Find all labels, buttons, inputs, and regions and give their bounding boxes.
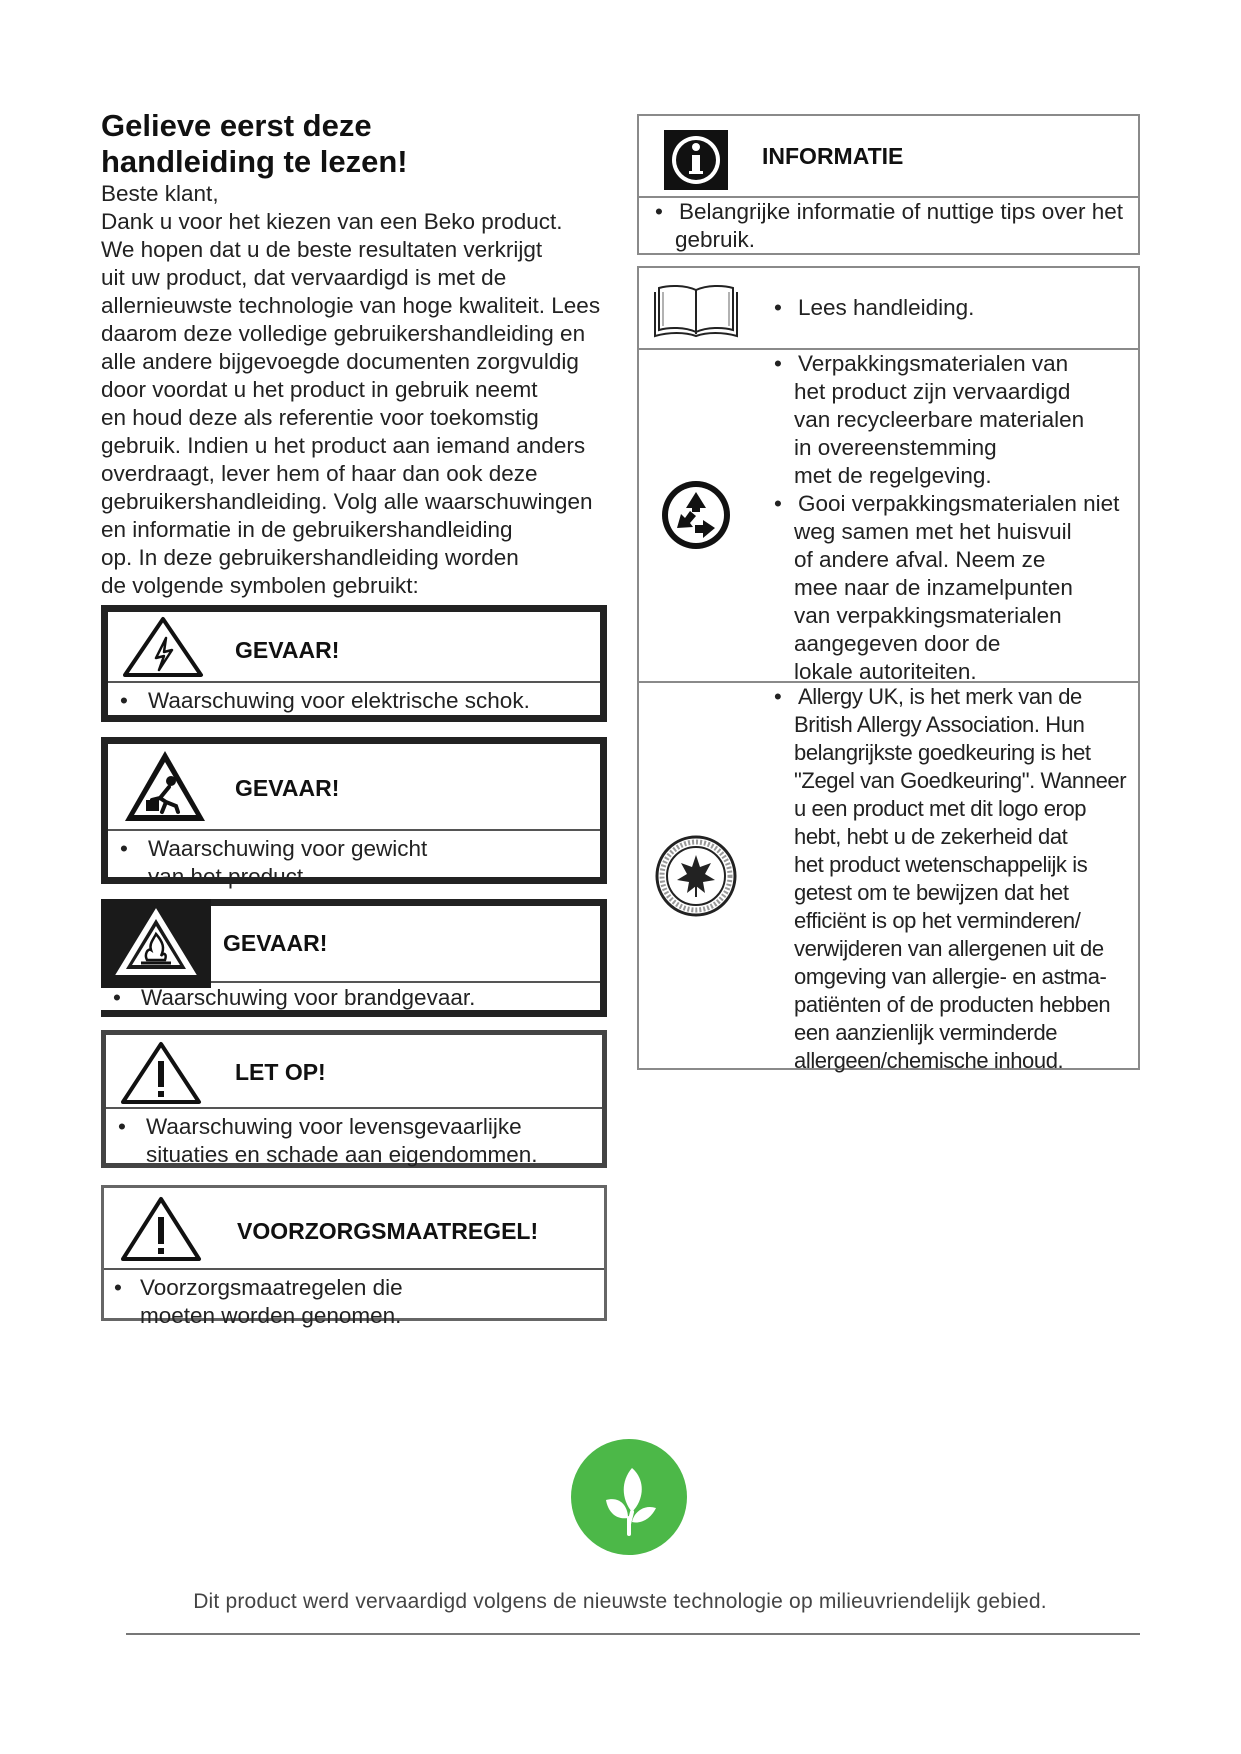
warning-box-weight <box>101 737 607 889</box>
recycling-text: met de regelgeving. <box>794 463 992 488</box>
warning-body: • Waarschuwing voor gewicht van het product <box>108 831 600 891</box>
warning-body: • Waarschuwing voor elektrische schok. <box>108 683 600 715</box>
intro-line: allernieuwste technologie van hoge kwaliteit. Lees <box>101 293 601 318</box>
exclamation-warning-icon <box>120 1041 202 1105</box>
warning-label: GEVAAR! <box>223 930 328 956</box>
intro-line: en informatie in de gebruikershandleiding <box>101 517 513 542</box>
open-book-icon <box>653 282 739 338</box>
intro-text <box>101 180 621 600</box>
intro-line: op. In deze gebruikershandleiding worden <box>101 545 519 570</box>
allergy-text: u een product met dit logo erop <box>794 796 1087 821</box>
recycling-text: van verpakkingsmaterialen <box>794 603 1062 628</box>
recycling-text: mee naar de inzamelpunten <box>794 575 1073 600</box>
warning-text: van het product <box>148 864 304 889</box>
warning-text: situaties en schade aan eigendommen. <box>146 1142 538 1167</box>
title-line-1: Gelieve eerst deze <box>101 108 372 143</box>
warning-header <box>104 1188 604 1270</box>
recycling-text: het product zijn vervaardigd <box>794 379 1071 404</box>
allergy-text: omgeving van allergie- en astma- <box>794 964 1107 989</box>
symbol-row-manual <box>639 268 1138 348</box>
list-item: • Verpakkingsmaterialen van het product zijn vervaardigd van recycleerbare materialen in overeenstemming met de regelgeving. <box>772 350 1137 490</box>
allergy-uk-seal-icon <box>655 835 737 917</box>
intro-line: daarom deze volledige gebruikershandleiding en <box>101 321 586 346</box>
warning-body: • Waarschuwing voor levensgevaarlijke situaties en schade aan eigendommen. <box>106 1109 602 1169</box>
intro-line: alle andere bijgevoegde documenten zorgvuldig <box>101 349 579 374</box>
warning-text: Voorzorgsmaatregelen die <box>140 1275 403 1300</box>
recycling-text: lokale autoriteiten. <box>794 659 977 684</box>
heavy-weight-icon <box>122 748 208 824</box>
info-box <box>637 114 1140 255</box>
warning-text: Waarschuwing voor elektrische schok. <box>148 688 530 713</box>
allergy-text: "Zegel van Goedkeuring". Wanneer <box>794 768 1127 793</box>
recycling-text: Verpakkingsmaterialen van <box>798 351 1069 376</box>
info-label: INFORMATIE <box>762 143 904 169</box>
page-title <box>101 108 621 180</box>
recycling-text: in overeenstemming <box>794 435 997 460</box>
info-body <box>639 196 1138 254</box>
warning-box-attention <box>101 1030 607 1168</box>
warning-header <box>106 1035 602 1109</box>
info-header <box>639 116 1138 196</box>
intro-line: Dank u voor het kiezen van een Beko product. <box>101 209 563 234</box>
exclamation-warning-icon <box>120 1196 202 1262</box>
list-item: • Gooi verpakkingsmaterialen niet weg samen met het huisvuil of andere afval. Neem ze mee naar de inzamelpunten van verpakkingsmaterialen aangegeven door de lokale autoriteiten. <box>772 490 1137 686</box>
warning-body: • Voorzorgsmaatregelen die moeten worden genomen. <box>104 1270 604 1330</box>
warning-text: Waarschuwing voor levensgevaarlijke <box>146 1114 522 1139</box>
warning-body: • Waarschuwing voor brandgevaar. <box>101 984 600 1012</box>
allergy-text: British Allergy Association. Hun <box>794 712 1085 737</box>
list-item: • Belangrijke informatie of nuttige tips over het gebruik. <box>653 198 1138 254</box>
warning-label: GEVAAR! <box>235 775 340 801</box>
intro-line: en houd deze als referentie voor toekomstig <box>101 405 539 430</box>
allergy-text: verwijderen van allergenen uit de <box>794 936 1104 961</box>
divider <box>211 981 600 983</box>
allergy-text: getest om te bewijzen dat het <box>794 880 1069 905</box>
warning-label: GEVAAR! <box>235 637 340 663</box>
allergy-list <box>772 683 1140 1075</box>
recycle-icon <box>659 478 733 552</box>
warning-box-electric <box>101 605 607 722</box>
leaf-eco-icon <box>570 1438 688 1556</box>
symbol-row-allergy <box>639 681 1138 1073</box>
warning-header <box>108 744 600 831</box>
intro-line: door voordat u het product in gebruik neemt <box>101 377 538 402</box>
allergy-text: belangrijkste goedkeuring is het <box>794 740 1091 765</box>
recycling-text: Gooi verpakkingsmaterialen niet <box>798 491 1120 516</box>
warning-header <box>108 612 600 683</box>
list-item: • Lees handleiding. <box>774 295 975 320</box>
recycling-text: of andere afval. Neem ze <box>794 547 1046 572</box>
electric-shock-icon <box>122 616 204 678</box>
intro-line: gebruikershandleiding. Volg alle waarschuwingen <box>101 489 593 514</box>
footer-divider <box>126 1633 1140 1635</box>
intro-line: uit uw product, dat vervaardigd is met de <box>101 265 507 290</box>
list-item: • Allergy UK, is het merk van de British Allergy Association. Hun belangrijkste goedkeuring is het "Zegel van Goedkeuring". Wanneer u een product met dit logo erop hebt, hebt u de zekerheid dat het product wetenschappelijk is getest om te bewijzen dat het efficiënt is op het verminderen/ verwijderen van allergenen uit de omgeving van allergie- en astma- patiënten of de producten hebben een aanzienlijk verminderde allergeen/chemische inhoud. <box>772 683 1140 1075</box>
allergy-text: hebt, hebt u de zekerheid dat <box>794 824 1068 849</box>
info-text: gebruik. <box>675 227 756 252</box>
warning-label: VOORZORGSMAATREGEL! <box>237 1218 539 1244</box>
info-icon <box>664 130 728 190</box>
allergy-text: efficiënt is op het verminderen/ <box>794 908 1081 933</box>
allergy-text: allergeen/chemische inhoud. <box>794 1048 1064 1073</box>
allergy-text: het product wetenschappelijk is <box>794 852 1088 877</box>
intro-line: de volgende symbolen gebruikt: <box>101 573 419 598</box>
title-line-2: handleiding te lezen! <box>101 144 408 179</box>
allergy-text: Allergy UK, is het merk van de <box>798 684 1082 709</box>
recycling-text: aangegeven door de <box>794 631 1001 656</box>
warning-text: Waarschuwing voor gewicht <box>148 836 428 861</box>
warning-label: LET OP! <box>235 1059 326 1085</box>
greeting: Beste klant, <box>101 181 219 206</box>
intro-line: gebruik. Indien u het product aan iemand anders <box>101 433 586 458</box>
allergy-text: patiënten of de producten hebben <box>794 992 1111 1017</box>
allergy-text: een aanzienlijk verminderde <box>794 1020 1058 1045</box>
footer-text: Dit product werd vervaardigd volgens de nieuwste technologie op milieuvriendelijk gebied. <box>193 1590 1047 1613</box>
warning-text: moeten worden genomen. <box>140 1303 402 1328</box>
recycling-text: van recycleerbare materialen <box>794 407 1085 432</box>
manual-text: Lees handleiding. <box>798 295 975 320</box>
warning-box-fire <box>101 899 607 1017</box>
fire-icon <box>113 906 199 978</box>
intro-line: We hopen dat u de beste resultaten verkrijgt <box>101 237 543 262</box>
recycling-text: weg samen met het huisvuil <box>794 519 1072 544</box>
recycling-list <box>772 350 1137 686</box>
warning-box-precaution <box>101 1185 607 1328</box>
warning-header <box>101 906 600 988</box>
symbols-box <box>637 266 1140 1073</box>
intro-line: overdraagt, lever hem of haar dan ook deze <box>101 461 538 486</box>
info-text: Belangrijke informatie of nuttige tips over het <box>679 199 1123 224</box>
warning-text: Waarschuwing voor brandgevaar. <box>141 985 476 1010</box>
symbol-row-recycling <box>639 348 1138 684</box>
